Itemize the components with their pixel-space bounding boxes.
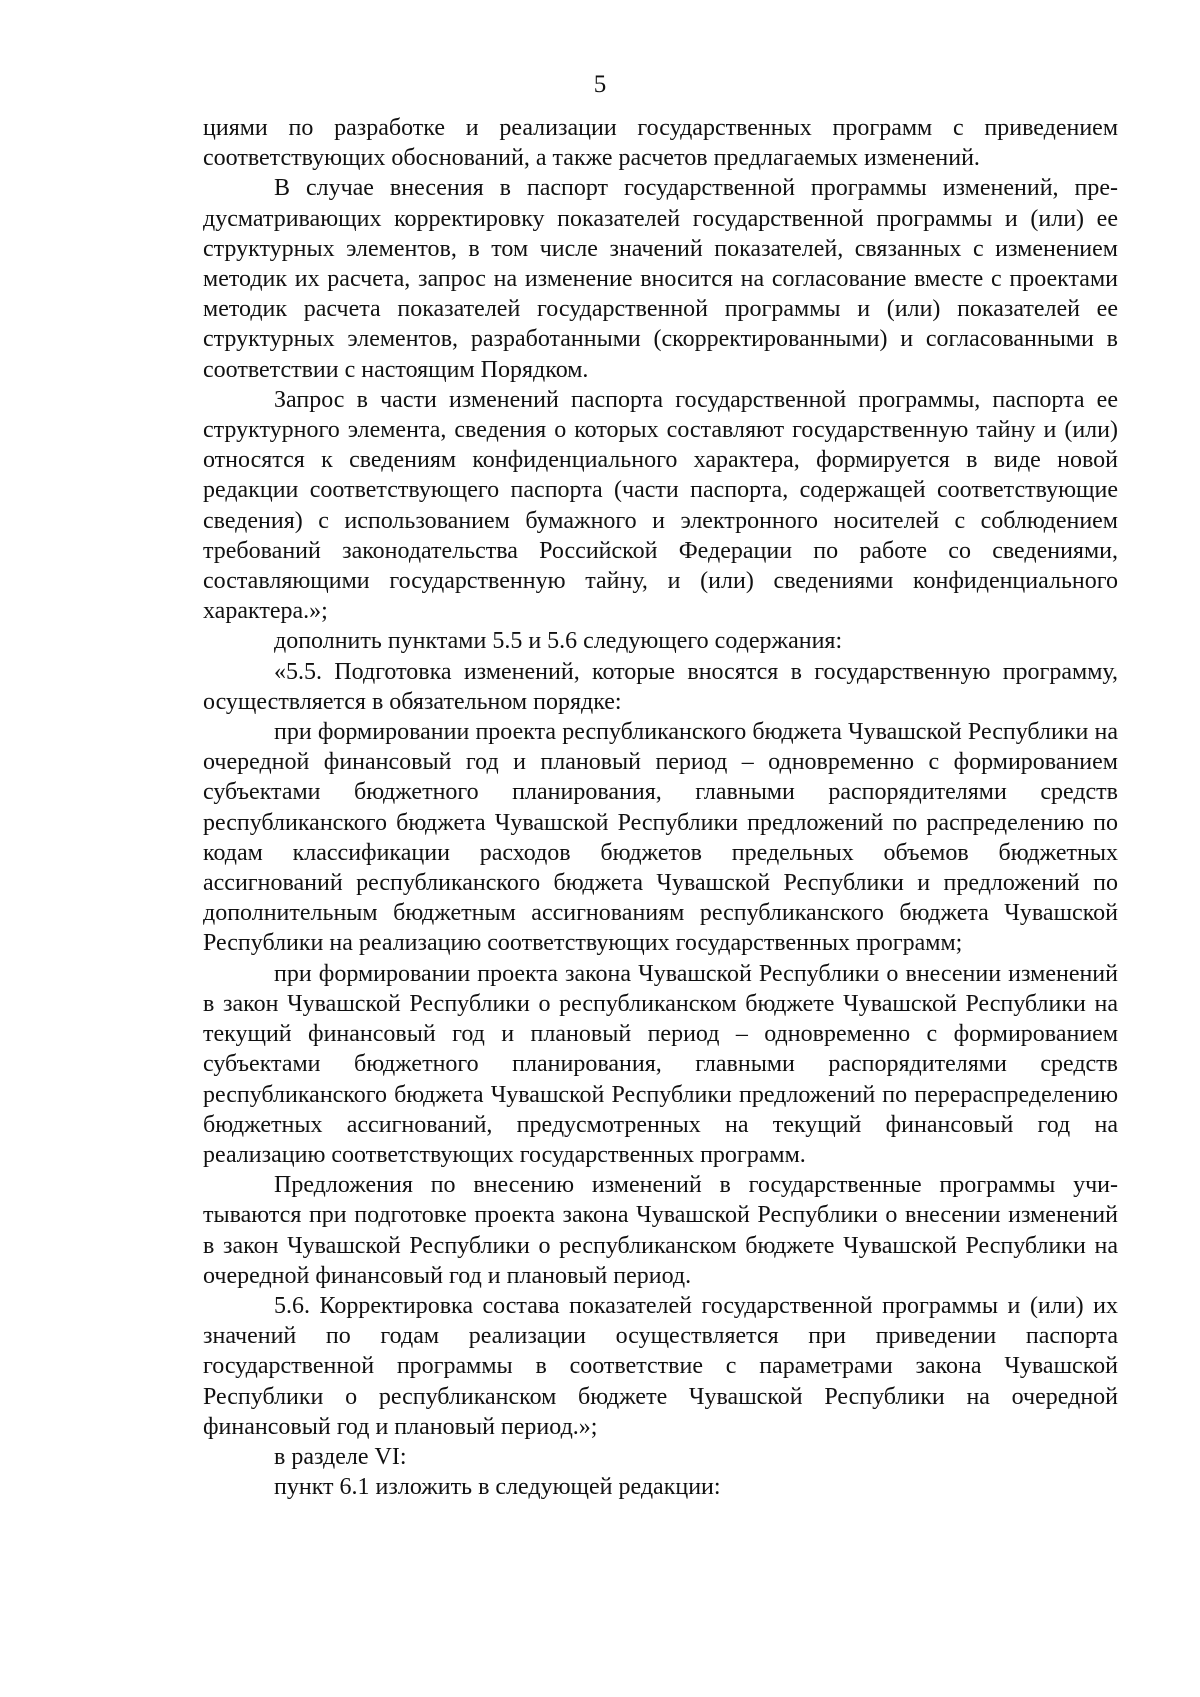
paragraph: «5.5. Подготовка изменений, которые вносятся в государственную программу, осуществляется в обязательном порядке: <box>203 658 1118 715</box>
page-number: 5 <box>593 71 607 98</box>
paragraph: 5.6. Корректировка состава показателей государственной программы и (или) их значений по годам реализации осуществляется при приведении паспорта государственной программы в соответствие с параметрами закона Чувашской Республики о республиканском бюджете Чувашской Республики на очередной финансовый год и плановый период.»; <box>203 1292 1118 1440</box>
paragraph: В случае внесения в паспорт государственной программы изменений, предусматривающих корректировку показателей государственной программы и (или) ее структурных элементов, в том числе значений показателей, связанных с изменением методик их расчета, запрос на изменение вносится на согласование вместе с проектами методик расчета показателей государственной программы и (или) показателей ее структурных элементов, разработанными (скорректированными) и согласованными в соответствии с настоящим Порядком. <box>203 175 1118 383</box>
paragraph: пункт 6.1 изложить в следующей редакции: <box>274 1474 721 1501</box>
paragraph: Запрос в части изменений паспорта государственной программы, паспорта ее структурного элемента, сведения о которых составляют государственную тайну и (или) относятся к сведениям конфиденциального характера, формируется в виде новой редакции соответствующего паспорта (части паспорта, содержащей соответствующие сведения) с использованием бумажного и электронного носителей с соблюдением требований законодательства Российской Федерации по работе со сведениями, составляющими государственную тайну, и (или) сведениями конфиденциального характера.»; <box>203 386 1118 625</box>
document-body <box>203 113 1118 1502</box>
paragraph: при формировании проекта республиканского бюджета Чувашской Республики на очередной финансовый год и плановый период – одновременно с формированием субъектами бюджетного планирования, главными распорядителями средств республиканского бюджета Чувашской Республики предложений по распределению по кодам классификации расходов бюджетов предельных объемов бюджетных ассигнований республиканского бюджета Чувашской Республики и предложений по дополнительным бюджетным ассигнованиям республиканского бюджета Чувашской Республики на реализацию соответствующих государственных программ; <box>203 719 1118 957</box>
paragraph: Предложения по внесению изменений в государственные программы учитываются при подготовке проекта закона Чувашской Республики о внесении изменений в закон Чувашской Республики о республиканском бюджете Чувашской Республики на очередной финансовый год и плановый период. <box>203 1172 1118 1289</box>
paragraph-continuation: циями по разработке и реализации государственных программ с приведением соответствующих обоснований, а также расчетов предлагаемых изменений. <box>203 115 1118 172</box>
paragraph: в разделе VI: <box>274 1443 407 1470</box>
paragraph: дополнить пунктами 5.5 и 5.6 следующего содержания: <box>274 628 843 655</box>
paragraph: при формировании проекта закона Чувашской Республики о внесении изменений в закон Чувашской Республики о республиканском бюджете Чувашской Республики на текущий финансовый год и плановый период – одновременно с формированием субъектами бюджетного планирования, главными распорядителями средств республиканского бюджета Чувашской Республики предложений по перераспределению бюджетных ассигнований, предусмотренных на текущий финансовый год на реализацию соответствующих государственных программ. <box>203 960 1118 1168</box>
